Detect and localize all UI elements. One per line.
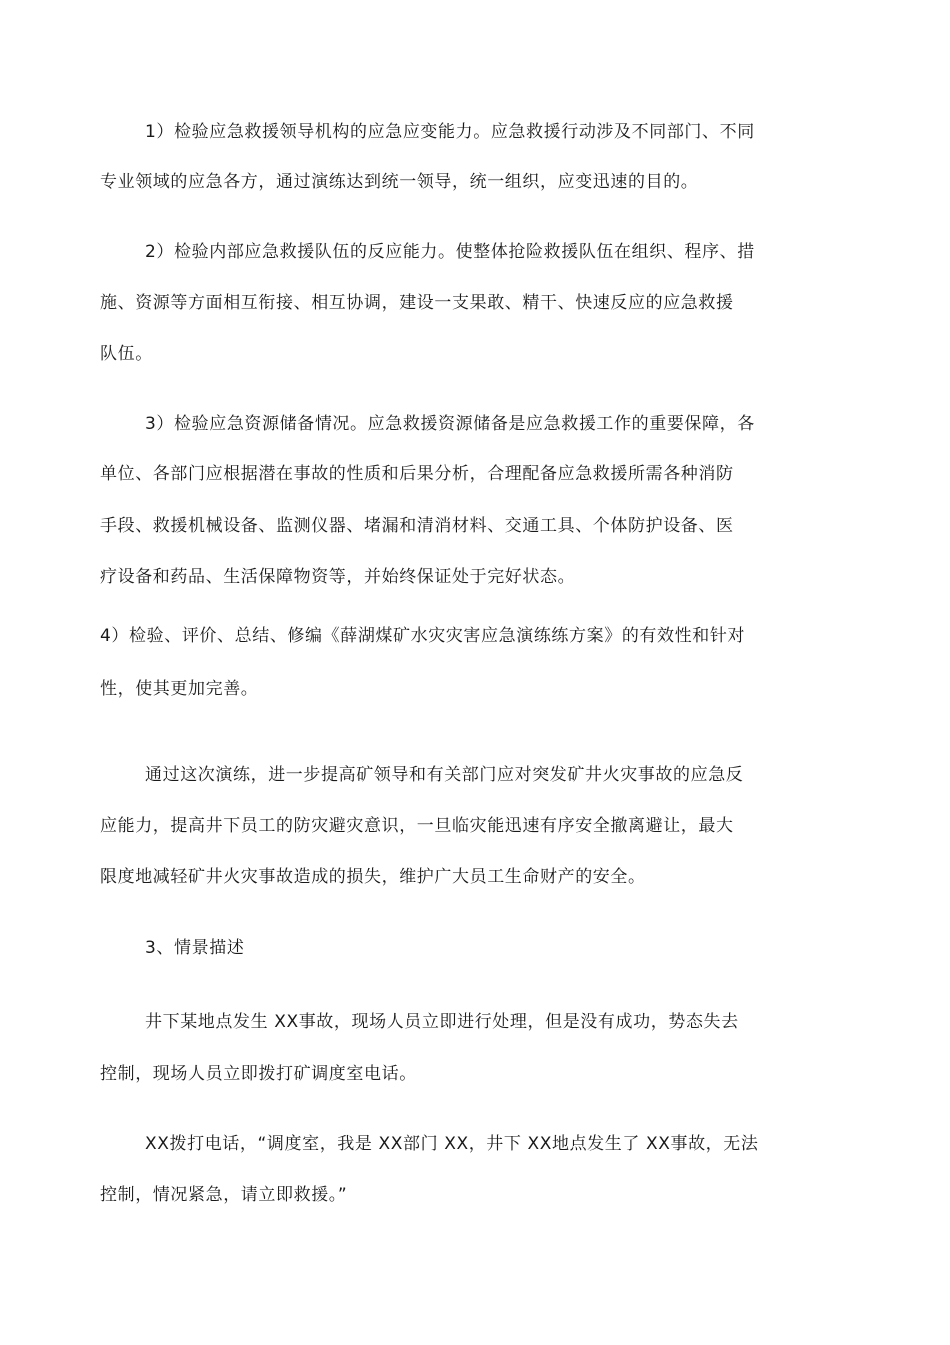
text-line: XX拨打电话，“调度室，我是 XX部门 XX，井下 XX地点发生了 XX事故，无法: [145, 1134, 759, 1154]
text-line: 单位、各部门应根据潜在事故的性质和后果分析，合理配备应急救援所需各种消防: [100, 464, 734, 484]
text-line: 1）检验应急救援领导机构的应急应变能力。应急救援行动涉及不同部门、不同: [145, 122, 755, 142]
text-line: 性，使其更加完善。: [100, 679, 259, 699]
section-heading: 3、情景描述: [145, 938, 245, 958]
text-line: 控制，情况紧急，请立即救援。”: [100, 1185, 348, 1205]
text-line: 疗设备和药品、生活保障物资等，并始终保证处于完好状态。: [100, 567, 576, 587]
text-line: 控制，现场人员立即拨打矿调度室电话。: [100, 1064, 417, 1084]
text-line: 4）检验、评价、总结、修编《薛湖煤矿水灾灾害应急演练练方案》的有效性和针对: [100, 626, 746, 646]
text-line: 队伍。: [100, 344, 153, 364]
text-line: 限度地减轻矿井火灾事故造成的损失，维护广大员工生命财产的安全。: [100, 867, 646, 887]
text-line: 手段、救援机械设备、监测仪器、堵漏和清消材料、交通工具、个体防护设备、医: [100, 516, 734, 536]
text-line: 应能力，提高井下员工的防灾避灾意识，一旦临灾能迅速有序安全撤离避让，最大: [100, 816, 734, 836]
text-line: 通过这次演练，进一步提高矿领导和有关部门应对突发矿井火灾事故的应急反: [145, 765, 744, 785]
text-line: 井下某地点发生 XX事故，现场人员立即进行处理，但是没有成功，势态失去: [145, 1012, 739, 1032]
text-line: 施、资源等方面相互衔接、相互协调，建设一支果敢、精干、快速反应的应急救援: [100, 293, 734, 313]
text-line: 2）检验内部应急救援队伍的反应能力。使整体抢险救援队伍在组织、程序、措: [145, 242, 755, 262]
text-line: 3）检验应急资源储备情况。应急救援资源储备是应急救援工作的重要保障，各: [145, 414, 755, 434]
text-line: 专业领域的应急各方，通过演练达到统一领导，统一组织，应变迅速的目的。: [100, 172, 699, 192]
